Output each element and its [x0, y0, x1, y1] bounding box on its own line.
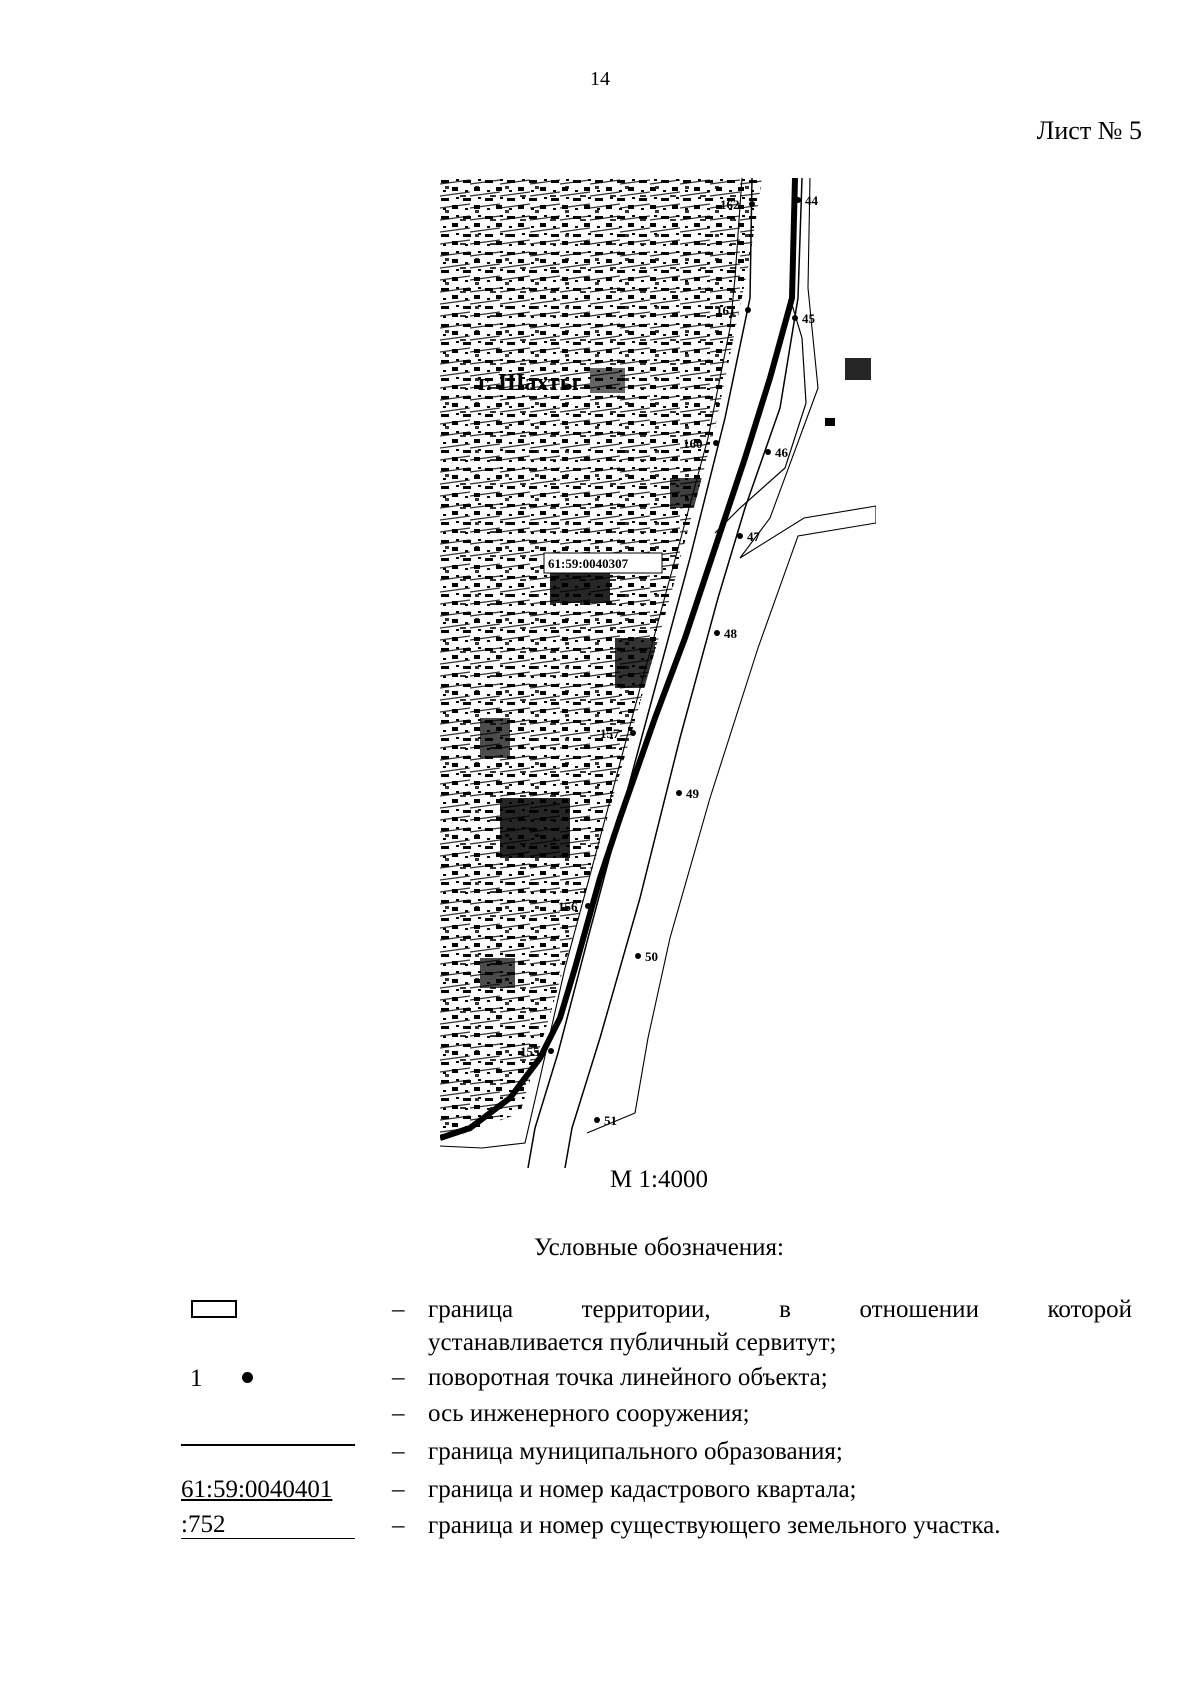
svg-text:50: 50: [645, 949, 658, 964]
legend-dash: –: [392, 1438, 405, 1465]
svg-text:157: 157: [600, 726, 620, 741]
legend-symbol-municipal-line: [181, 1444, 355, 1446]
legend-text: граница территории, в отношении которой: [428, 1296, 1132, 1323]
svg-text:156: 156: [558, 899, 578, 914]
svg-text:48: 48: [724, 626, 737, 641]
svg-text:49: 49: [686, 786, 699, 801]
legend-text: поворотная точка линейного объекта;: [428, 1364, 828, 1391]
city-label: г. Шахты: [478, 370, 579, 396]
legend-text: ось инженерного сооружения;: [428, 1400, 750, 1427]
legend-symbol-servitude-rect: [191, 1300, 237, 1318]
legend-text: граница муниципального образования;: [428, 1438, 843, 1465]
page-number: 14: [590, 68, 610, 90]
sheet-label: Лист № 5: [1036, 116, 1142, 145]
svg-text:44: 44: [805, 193, 818, 208]
legend-dash: –: [392, 1364, 405, 1391]
svg-text:47: 47: [747, 529, 760, 544]
legend-text: устанавливается публичный сервитут;: [428, 1329, 837, 1356]
legend-symbol-parcel-number: :752: [181, 1512, 355, 1539]
legend-title: Условные обозначения:: [533, 1234, 785, 1261]
parcel-label: 61:59:0040307: [548, 556, 629, 571]
svg-text:45: 45: [802, 311, 815, 326]
legend-symbol-point-number: 1: [190, 1365, 203, 1392]
legend-dash: –: [392, 1476, 405, 1503]
legend-symbol-point-dot: [242, 1372, 253, 1383]
svg-text:46: 46: [775, 445, 788, 460]
map-scale: М 1:4000: [610, 1166, 708, 1193]
legend-symbol-cadastral-number: 61:59:0040401: [181, 1476, 333, 1503]
svg-text:162: 162: [720, 197, 740, 212]
legend-dash: –: [392, 1400, 405, 1427]
legend-dash: –: [392, 1512, 405, 1539]
svg-text:160: 160: [683, 436, 703, 451]
legend-text: граница и номер существующего земельного участка.: [428, 1512, 1001, 1539]
svg-text:155: 155: [520, 1044, 540, 1059]
legend-text: граница и номер кадастрового квартала;: [428, 1476, 857, 1503]
svg-text:161: 161: [716, 303, 736, 318]
svg-text:51: 51: [604, 1113, 617, 1128]
legend-dash: –: [392, 1296, 405, 1323]
